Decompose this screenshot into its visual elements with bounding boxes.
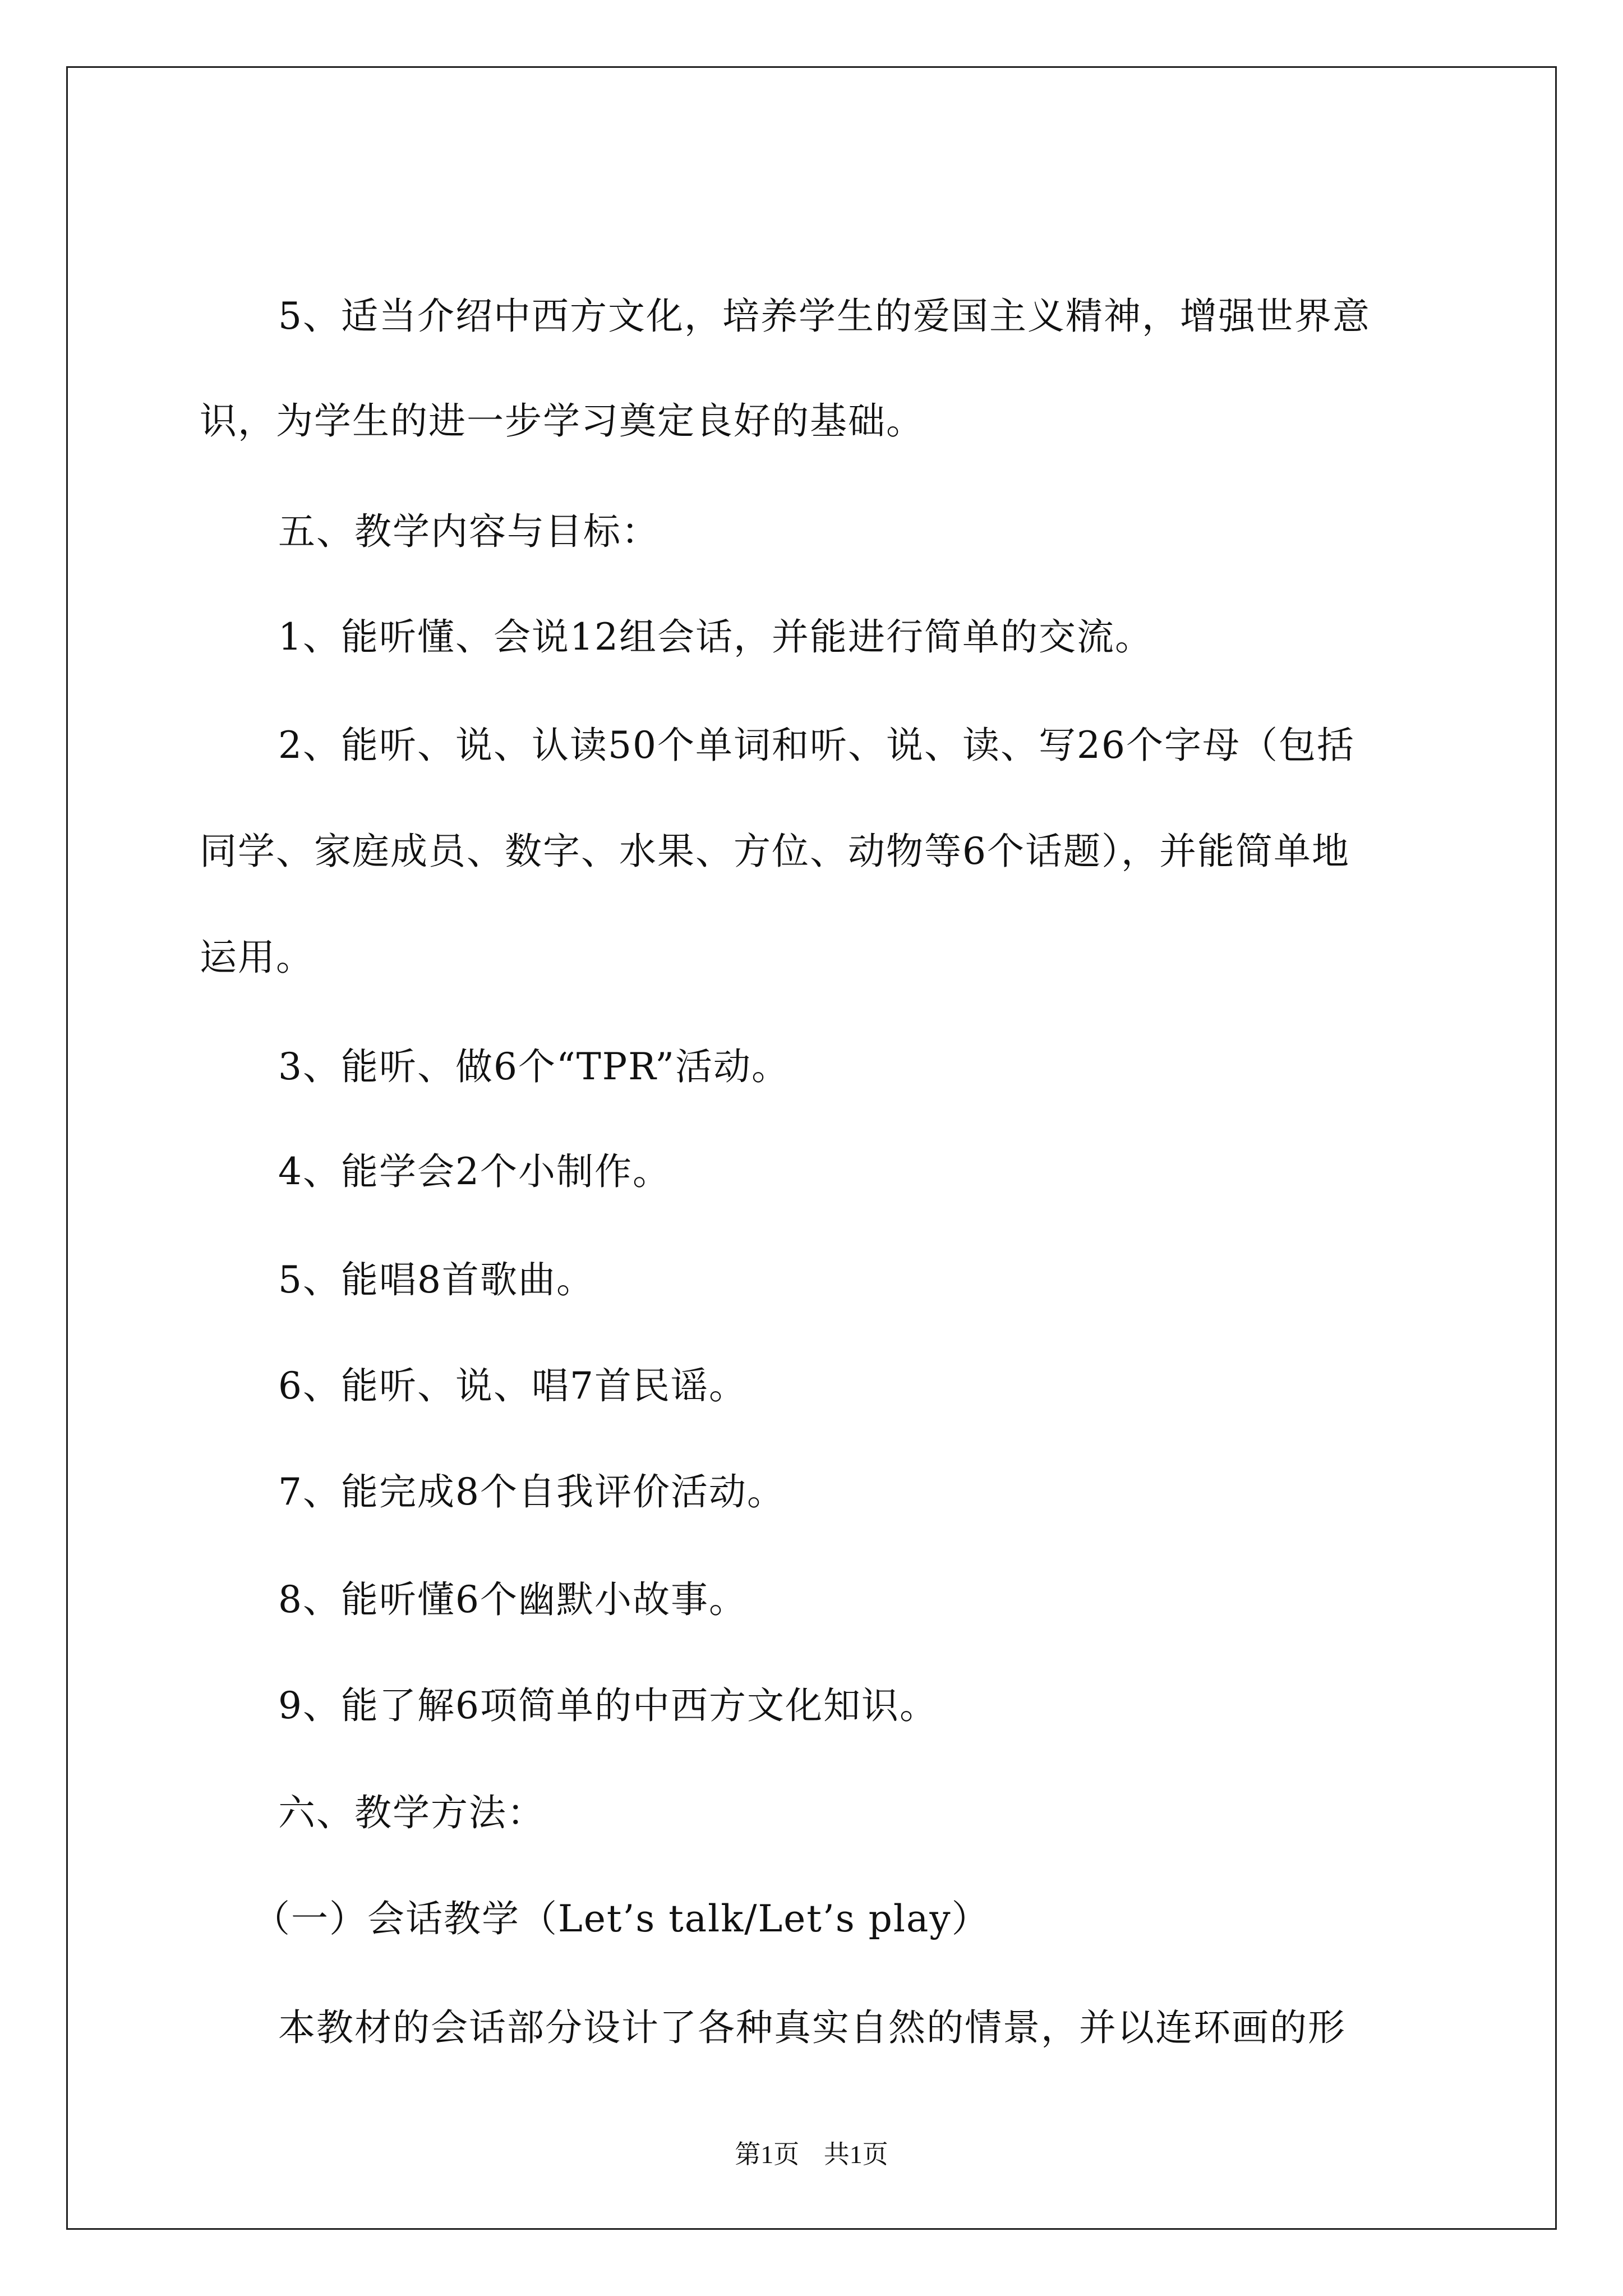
paragraph-line: 1、能听懂、会说12组会话，并能进行简单的交流。 (278, 615, 1153, 659)
paragraph-line: 7、能完成8个自我评价活动。 (278, 1470, 785, 1513)
subsection-heading: （一）会话教学（Let’s talk/Let’s play） (253, 1897, 990, 1940)
paragraph-line: 2、能听、说、认读50个单词和听、说、读、写26个字母（包括 (278, 724, 1355, 767)
page-number: 第1页 (735, 2140, 800, 2169)
page-footer (68, 2138, 1555, 2171)
paragraph-line: 同学、家庭成员、数字、水果、方位、动物等6个话题），并能简单地 (200, 830, 1350, 873)
paragraph-line: 识，为学生的进一步学习奠定良好的基础。 (200, 399, 924, 443)
paragraph-line: 运用。 (200, 936, 314, 979)
paragraph-line: 3、能听、做6个“TPR”活动。 (278, 1045, 790, 1088)
section-heading: 五、教学内容与目标： (278, 510, 660, 553)
page-frame (66, 66, 1557, 2230)
paragraph-line: 9、能了解6项简单的中西方文化知识。 (278, 1684, 938, 1727)
page-total: 共1页 (823, 2140, 888, 2169)
paragraph-line: 本教材的会话部分设计了各种真实自然的情景，并以连环画的形 (278, 2006, 1346, 2049)
paragraph-line: 5、能唱8首歌曲。 (278, 1258, 594, 1301)
paragraph-line: 4、能学会2个小制作。 (278, 1150, 671, 1193)
paragraph-line: 5、适当介绍中西方文化，培养学生的爱国主义精神，增强世界意 (278, 295, 1371, 338)
document-body (68, 68, 1555, 2228)
paragraph-line: 6、能听、说、唱7首民谣。 (278, 1364, 747, 1407)
section-heading: 六、教学方法： (278, 1791, 545, 1834)
paragraph-line: 8、能听懂6个幽默小故事。 (278, 1578, 747, 1621)
